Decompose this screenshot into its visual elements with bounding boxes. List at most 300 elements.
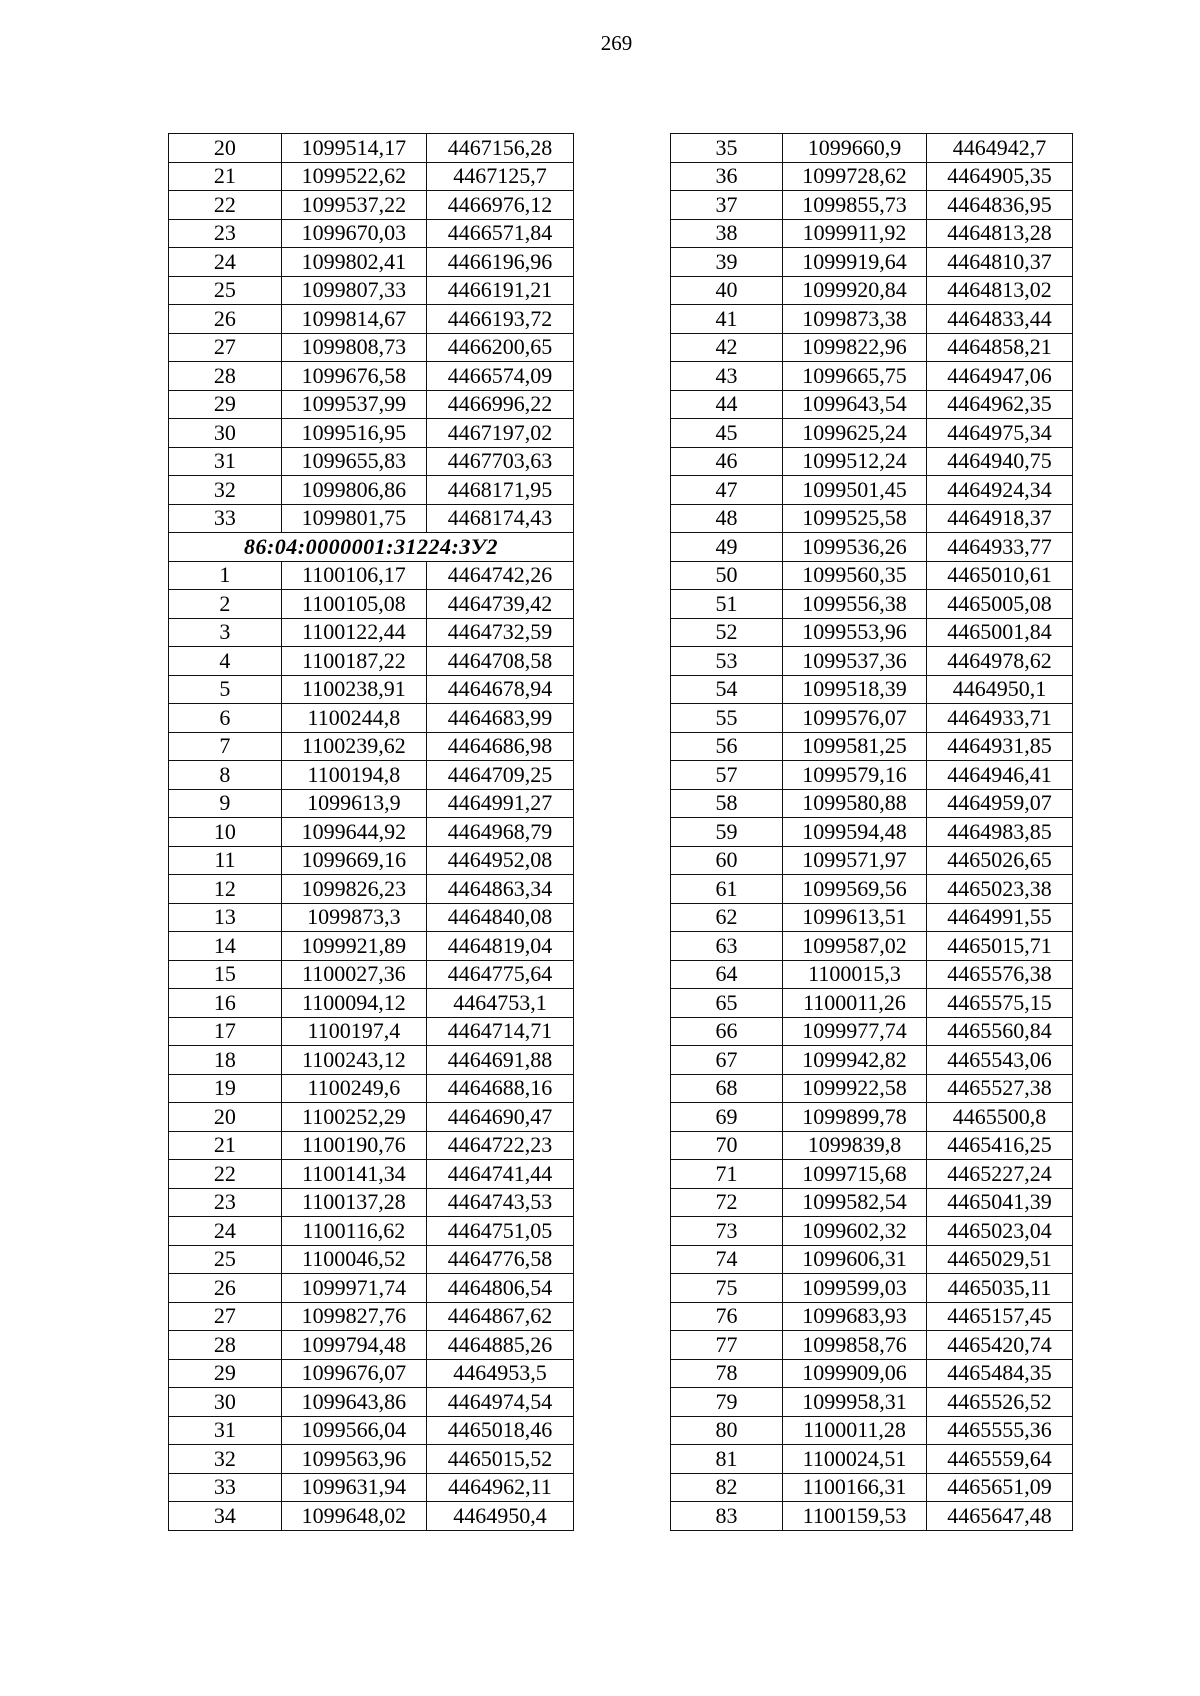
point-number-cell: 10 bbox=[169, 818, 282, 847]
y-coordinate-cell: 4464819,04 bbox=[426, 932, 573, 961]
point-number-cell: 59 bbox=[671, 818, 783, 847]
y-coordinate-cell: 4465500,8 bbox=[927, 1103, 1073, 1132]
table-row bbox=[169, 248, 574, 277]
y-coordinate-cell: 4465559,64 bbox=[927, 1445, 1073, 1474]
table-row bbox=[671, 1046, 1073, 1075]
table-row bbox=[169, 276, 574, 305]
x-coordinate-cell: 1099525,58 bbox=[783, 504, 927, 533]
point-number-cell: 51 bbox=[671, 590, 783, 619]
x-coordinate-cell: 1099858,76 bbox=[783, 1331, 927, 1360]
point-number-cell: 81 bbox=[671, 1445, 783, 1474]
y-coordinate-cell: 4464775,64 bbox=[426, 960, 573, 989]
point-number-cell: 25 bbox=[169, 1245, 282, 1274]
y-coordinate-cell: 4466193,72 bbox=[426, 305, 573, 334]
table-row bbox=[169, 561, 574, 590]
coordinates-table-right bbox=[670, 133, 1073, 1531]
x-coordinate-cell: 1099873,3 bbox=[281, 903, 426, 932]
y-coordinate-cell: 4464806,54 bbox=[426, 1274, 573, 1303]
point-number-cell: 61 bbox=[671, 875, 783, 904]
x-coordinate-cell: 1099808,73 bbox=[281, 333, 426, 362]
table-row bbox=[671, 732, 1073, 761]
table-row bbox=[671, 162, 1073, 191]
point-number-cell: 75 bbox=[671, 1274, 783, 1303]
point-number-cell: 3 bbox=[169, 618, 282, 647]
table-row bbox=[671, 647, 1073, 676]
x-coordinate-cell: 1099516,95 bbox=[281, 419, 426, 448]
table-row bbox=[169, 305, 574, 334]
point-number-cell: 28 bbox=[169, 362, 282, 391]
table-row bbox=[671, 1445, 1073, 1474]
y-coordinate-cell: 4464813,28 bbox=[927, 219, 1073, 248]
x-coordinate-cell: 1099536,26 bbox=[783, 533, 927, 562]
point-number-cell: 58 bbox=[671, 789, 783, 818]
point-number-cell: 52 bbox=[671, 618, 783, 647]
point-number-cell: 36 bbox=[671, 162, 783, 191]
table-row bbox=[169, 1473, 574, 1502]
table-row bbox=[671, 1188, 1073, 1217]
y-coordinate-cell: 4465416,25 bbox=[927, 1131, 1073, 1160]
y-coordinate-cell: 4465647,48 bbox=[927, 1502, 1073, 1531]
y-coordinate-cell: 4464708,58 bbox=[426, 647, 573, 676]
table-row bbox=[169, 618, 574, 647]
y-coordinate-cell: 4467125,7 bbox=[426, 162, 573, 191]
x-coordinate-cell: 1099512,24 bbox=[783, 447, 927, 476]
x-coordinate-cell: 1099553,96 bbox=[783, 618, 927, 647]
cadastral-section-header: 86:04:0000001:31224:ЗУ2 bbox=[169, 533, 574, 562]
x-coordinate-cell: 1099613,51 bbox=[783, 903, 927, 932]
x-coordinate-cell: 1099801,75 bbox=[281, 504, 426, 533]
x-coordinate-cell: 1099644,92 bbox=[281, 818, 426, 847]
x-coordinate-cell: 1100243,12 bbox=[281, 1046, 426, 1075]
x-coordinate-cell: 1100106,17 bbox=[281, 561, 426, 590]
table-row bbox=[671, 1074, 1073, 1103]
point-number-cell: 22 bbox=[169, 191, 282, 220]
x-coordinate-cell: 1099587,02 bbox=[783, 932, 927, 961]
y-coordinate-cell: 4465041,39 bbox=[927, 1188, 1073, 1217]
y-coordinate-cell: 4464840,08 bbox=[426, 903, 573, 932]
point-number-cell: 73 bbox=[671, 1217, 783, 1246]
x-coordinate-cell: 1099579,16 bbox=[783, 761, 927, 790]
table-row bbox=[671, 1017, 1073, 1046]
point-number-cell: 21 bbox=[169, 162, 282, 191]
point-number-cell: 29 bbox=[169, 1359, 282, 1388]
x-coordinate-cell: 1099676,58 bbox=[281, 362, 426, 391]
point-number-cell: 4 bbox=[169, 647, 282, 676]
table-row bbox=[671, 989, 1073, 1018]
point-number-cell: 66 bbox=[671, 1017, 783, 1046]
table-row bbox=[169, 590, 574, 619]
y-coordinate-cell: 4464751,05 bbox=[426, 1217, 573, 1246]
y-coordinate-cell: 4464931,85 bbox=[927, 732, 1073, 761]
point-number-cell: 57 bbox=[671, 761, 783, 790]
table-row bbox=[169, 875, 574, 904]
point-number-cell: 41 bbox=[671, 305, 783, 334]
y-coordinate-cell: 4464968,79 bbox=[426, 818, 573, 847]
y-coordinate-cell: 4464946,41 bbox=[927, 761, 1073, 790]
y-coordinate-cell: 4465023,38 bbox=[927, 875, 1073, 904]
table-row bbox=[671, 875, 1073, 904]
y-coordinate-cell: 4465026,65 bbox=[927, 846, 1073, 875]
x-coordinate-cell: 1100238,91 bbox=[281, 675, 426, 704]
table-row bbox=[671, 846, 1073, 875]
y-coordinate-cell: 4464952,08 bbox=[426, 846, 573, 875]
table-row bbox=[671, 219, 1073, 248]
y-coordinate-cell: 4465526,52 bbox=[927, 1388, 1073, 1417]
table-row bbox=[671, 1331, 1073, 1360]
table-row bbox=[671, 561, 1073, 590]
x-coordinate-cell: 1099669,16 bbox=[281, 846, 426, 875]
y-coordinate-cell: 4465560,84 bbox=[927, 1017, 1073, 1046]
x-coordinate-cell: 1099655,83 bbox=[281, 447, 426, 476]
y-coordinate-cell: 4464940,75 bbox=[927, 447, 1073, 476]
y-coordinate-cell: 4464776,58 bbox=[426, 1245, 573, 1274]
y-coordinate-cell: 4464863,34 bbox=[426, 875, 573, 904]
y-coordinate-cell: 4465575,15 bbox=[927, 989, 1073, 1018]
x-coordinate-cell: 1099537,22 bbox=[281, 191, 426, 220]
y-coordinate-cell: 4465015,52 bbox=[426, 1445, 573, 1474]
x-coordinate-cell: 1099660,9 bbox=[783, 134, 927, 163]
point-number-cell: 20 bbox=[169, 1103, 282, 1132]
table-row bbox=[169, 162, 574, 191]
table-row bbox=[169, 704, 574, 733]
y-coordinate-cell: 4465420,74 bbox=[927, 1331, 1073, 1360]
x-coordinate-cell: 1099794,48 bbox=[281, 1331, 426, 1360]
table-row bbox=[169, 134, 574, 163]
table-row bbox=[671, 134, 1073, 163]
point-number-cell: 22 bbox=[169, 1160, 282, 1189]
point-number-cell: 5 bbox=[169, 675, 282, 704]
y-coordinate-cell: 4464688,16 bbox=[426, 1074, 573, 1103]
x-coordinate-cell: 1099670,03 bbox=[281, 219, 426, 248]
point-number-cell: 21 bbox=[169, 1131, 282, 1160]
point-number-cell: 74 bbox=[671, 1245, 783, 1274]
table-row bbox=[169, 390, 574, 419]
y-coordinate-cell: 4464810,37 bbox=[927, 248, 1073, 277]
x-coordinate-cell: 1099683,93 bbox=[783, 1302, 927, 1331]
x-coordinate-cell: 1099899,78 bbox=[783, 1103, 927, 1132]
table-row bbox=[169, 1074, 574, 1103]
x-coordinate-cell: 1099560,35 bbox=[783, 561, 927, 590]
point-number-cell: 47 bbox=[671, 476, 783, 505]
y-coordinate-cell: 4464975,34 bbox=[927, 419, 1073, 448]
y-coordinate-cell: 4465157,45 bbox=[927, 1302, 1073, 1331]
x-coordinate-cell: 1099594,48 bbox=[783, 818, 927, 847]
y-coordinate-cell: 4464743,53 bbox=[426, 1188, 573, 1217]
point-number-cell: 29 bbox=[169, 390, 282, 419]
point-number-cell: 69 bbox=[671, 1103, 783, 1132]
y-coordinate-cell: 4464991,27 bbox=[426, 789, 573, 818]
x-coordinate-cell: 1099807,33 bbox=[281, 276, 426, 305]
x-coordinate-cell: 1100252,29 bbox=[281, 1103, 426, 1132]
coordinates-table-left bbox=[168, 133, 574, 1531]
point-number-cell: 9 bbox=[169, 789, 282, 818]
table-row bbox=[671, 903, 1073, 932]
point-number-cell: 31 bbox=[169, 1416, 282, 1445]
table-row bbox=[169, 1103, 574, 1132]
table-row bbox=[169, 1445, 574, 1474]
table-row bbox=[671, 1131, 1073, 1160]
x-coordinate-cell: 1099537,36 bbox=[783, 647, 927, 676]
table-row bbox=[671, 390, 1073, 419]
x-coordinate-cell: 1099518,39 bbox=[783, 675, 927, 704]
y-coordinate-cell: 4464924,34 bbox=[927, 476, 1073, 505]
point-number-cell: 8 bbox=[169, 761, 282, 790]
point-number-cell: 19 bbox=[169, 1074, 282, 1103]
table-row bbox=[169, 1017, 574, 1046]
point-number-cell: 26 bbox=[169, 305, 282, 334]
point-number-cell: 67 bbox=[671, 1046, 783, 1075]
point-number-cell: 30 bbox=[169, 1388, 282, 1417]
y-coordinate-cell: 4465576,38 bbox=[927, 960, 1073, 989]
y-coordinate-cell: 4464950,1 bbox=[927, 675, 1073, 704]
point-number-cell: 12 bbox=[169, 875, 282, 904]
point-number-cell: 45 bbox=[671, 419, 783, 448]
x-coordinate-cell: 1100244,8 bbox=[281, 704, 426, 733]
y-coordinate-cell: 4464991,55 bbox=[927, 903, 1073, 932]
table-row bbox=[169, 419, 574, 448]
x-coordinate-cell: 1099826,23 bbox=[281, 875, 426, 904]
y-coordinate-cell: 4466574,09 bbox=[426, 362, 573, 391]
y-coordinate-cell: 4464742,26 bbox=[426, 561, 573, 590]
table-row bbox=[169, 903, 574, 932]
y-coordinate-cell: 4466996,22 bbox=[426, 390, 573, 419]
point-number-cell: 24 bbox=[169, 248, 282, 277]
x-coordinate-cell: 1099827,76 bbox=[281, 1302, 426, 1331]
x-coordinate-cell: 1099522,62 bbox=[281, 162, 426, 191]
y-coordinate-cell: 4464709,25 bbox=[426, 761, 573, 790]
y-coordinate-cell: 4464905,35 bbox=[927, 162, 1073, 191]
y-coordinate-cell: 4464813,02 bbox=[927, 276, 1073, 305]
y-coordinate-cell: 4464739,42 bbox=[426, 590, 573, 619]
point-number-cell: 63 bbox=[671, 932, 783, 961]
x-coordinate-cell: 1100194,8 bbox=[281, 761, 426, 790]
x-coordinate-cell: 1100046,52 bbox=[281, 1245, 426, 1274]
table-row bbox=[169, 1388, 574, 1417]
point-number-cell: 2 bbox=[169, 590, 282, 619]
table-row bbox=[671, 191, 1073, 220]
point-number-cell: 72 bbox=[671, 1188, 783, 1217]
table-row bbox=[169, 932, 574, 961]
point-number-cell: 14 bbox=[169, 932, 282, 961]
table-row bbox=[169, 647, 574, 676]
x-coordinate-cell: 1100094,12 bbox=[281, 989, 426, 1018]
x-coordinate-cell: 1100159,53 bbox=[783, 1502, 927, 1531]
table-row bbox=[671, 590, 1073, 619]
y-coordinate-cell: 4466976,12 bbox=[426, 191, 573, 220]
y-coordinate-cell: 4464741,44 bbox=[426, 1160, 573, 1189]
y-coordinate-cell: 4464947,06 bbox=[927, 362, 1073, 391]
table-row bbox=[671, 818, 1073, 847]
point-number-cell: 24 bbox=[169, 1217, 282, 1246]
point-number-cell: 37 bbox=[671, 191, 783, 220]
table-row bbox=[169, 1245, 574, 1274]
table-row bbox=[169, 1502, 574, 1531]
table-row bbox=[671, 248, 1073, 277]
y-coordinate-cell: 4464722,23 bbox=[426, 1131, 573, 1160]
y-coordinate-cell: 4464933,77 bbox=[927, 533, 1073, 562]
point-number-cell: 65 bbox=[671, 989, 783, 1018]
table-row bbox=[169, 191, 574, 220]
x-coordinate-cell: 1100105,08 bbox=[281, 590, 426, 619]
x-coordinate-cell: 1100187,22 bbox=[281, 647, 426, 676]
table-row bbox=[169, 476, 574, 505]
point-number-cell: 80 bbox=[671, 1416, 783, 1445]
table-row bbox=[169, 789, 574, 818]
table-row bbox=[671, 362, 1073, 391]
point-number-cell: 6 bbox=[169, 704, 282, 733]
x-coordinate-cell: 1099643,86 bbox=[281, 1388, 426, 1417]
x-coordinate-cell: 1099839,8 bbox=[783, 1131, 927, 1160]
y-coordinate-cell: 4464732,59 bbox=[426, 618, 573, 647]
x-coordinate-cell: 1099613,9 bbox=[281, 789, 426, 818]
table-row bbox=[169, 1160, 574, 1189]
y-coordinate-cell: 4466200,65 bbox=[426, 333, 573, 362]
y-coordinate-cell: 4464858,21 bbox=[927, 333, 1073, 362]
x-coordinate-cell: 1099581,25 bbox=[783, 732, 927, 761]
table-left-body bbox=[169, 134, 574, 1531]
x-coordinate-cell: 1100249,6 bbox=[281, 1074, 426, 1103]
x-coordinate-cell: 1099580,88 bbox=[783, 789, 927, 818]
table-row bbox=[671, 476, 1073, 505]
point-number-cell: 82 bbox=[671, 1473, 783, 1502]
point-number-cell: 83 bbox=[671, 1502, 783, 1531]
point-number-cell: 30 bbox=[169, 419, 282, 448]
y-coordinate-cell: 4464833,44 bbox=[927, 305, 1073, 334]
point-number-cell: 1 bbox=[169, 561, 282, 590]
x-coordinate-cell: 1099606,31 bbox=[783, 1245, 927, 1274]
x-coordinate-cell: 1099814,67 bbox=[281, 305, 426, 334]
table-row bbox=[169, 447, 574, 476]
table-row bbox=[671, 305, 1073, 334]
table-row bbox=[671, 504, 1073, 533]
y-coordinate-cell: 4464962,35 bbox=[927, 390, 1073, 419]
table-row bbox=[671, 761, 1073, 790]
section-header-row bbox=[169, 533, 574, 562]
table-row bbox=[671, 1103, 1073, 1132]
y-coordinate-cell: 4464962,11 bbox=[426, 1473, 573, 1502]
x-coordinate-cell: 1099625,24 bbox=[783, 419, 927, 448]
x-coordinate-cell: 1099566,04 bbox=[281, 1416, 426, 1445]
x-coordinate-cell: 1099715,68 bbox=[783, 1160, 927, 1189]
x-coordinate-cell: 1099514,17 bbox=[281, 134, 426, 163]
table-row bbox=[169, 818, 574, 847]
table-row bbox=[169, 504, 574, 533]
point-number-cell: 11 bbox=[169, 846, 282, 875]
table-row bbox=[169, 333, 574, 362]
y-coordinate-cell: 4464714,71 bbox=[426, 1017, 573, 1046]
y-coordinate-cell: 4464953,5 bbox=[426, 1359, 573, 1388]
y-coordinate-cell: 4467703,63 bbox=[426, 447, 573, 476]
point-number-cell: 34 bbox=[169, 1502, 282, 1531]
y-coordinate-cell: 4464690,47 bbox=[426, 1103, 573, 1132]
x-coordinate-cell: 1099569,56 bbox=[783, 875, 927, 904]
table-row bbox=[169, 1131, 574, 1160]
table-row bbox=[671, 533, 1073, 562]
x-coordinate-cell: 1099582,54 bbox=[783, 1188, 927, 1217]
y-coordinate-cell: 4464678,94 bbox=[426, 675, 573, 704]
table-row bbox=[169, 761, 574, 790]
table-row bbox=[169, 219, 574, 248]
table-row bbox=[671, 419, 1073, 448]
point-number-cell: 71 bbox=[671, 1160, 783, 1189]
point-number-cell: 35 bbox=[671, 134, 783, 163]
point-number-cell: 70 bbox=[671, 1131, 783, 1160]
x-coordinate-cell: 1099971,74 bbox=[281, 1274, 426, 1303]
table-row bbox=[671, 960, 1073, 989]
point-number-cell: 32 bbox=[169, 476, 282, 505]
point-number-cell: 31 bbox=[169, 447, 282, 476]
table-row bbox=[169, 1416, 574, 1445]
point-number-cell: 42 bbox=[671, 333, 783, 362]
y-coordinate-cell: 4464691,88 bbox=[426, 1046, 573, 1075]
x-coordinate-cell: 1100166,31 bbox=[783, 1473, 927, 1502]
x-coordinate-cell: 1099676,07 bbox=[281, 1359, 426, 1388]
point-number-cell: 78 bbox=[671, 1359, 783, 1388]
x-coordinate-cell: 1099665,75 bbox=[783, 362, 927, 391]
y-coordinate-cell: 4465023,04 bbox=[927, 1217, 1073, 1246]
y-coordinate-cell: 4465555,36 bbox=[927, 1416, 1073, 1445]
y-coordinate-cell: 4465527,38 bbox=[927, 1074, 1073, 1103]
table-row bbox=[169, 1046, 574, 1075]
y-coordinate-cell: 4464950,4 bbox=[426, 1502, 573, 1531]
point-number-cell: 27 bbox=[169, 1302, 282, 1331]
point-number-cell: 23 bbox=[169, 219, 282, 248]
table-row bbox=[671, 1217, 1073, 1246]
table-row bbox=[169, 732, 574, 761]
point-number-cell: 64 bbox=[671, 960, 783, 989]
x-coordinate-cell: 1100011,26 bbox=[783, 989, 927, 1018]
point-number-cell: 20 bbox=[169, 134, 282, 163]
x-coordinate-cell: 1099563,96 bbox=[281, 1445, 426, 1474]
y-coordinate-cell: 4465035,11 bbox=[927, 1274, 1073, 1303]
x-coordinate-cell: 1100024,51 bbox=[783, 1445, 927, 1474]
y-coordinate-cell: 4465015,71 bbox=[927, 932, 1073, 961]
x-coordinate-cell: 1100197,4 bbox=[281, 1017, 426, 1046]
x-coordinate-cell: 1099556,38 bbox=[783, 590, 927, 619]
x-coordinate-cell: 1100116,62 bbox=[281, 1217, 426, 1246]
x-coordinate-cell: 1099958,31 bbox=[783, 1388, 927, 1417]
x-coordinate-cell: 1099911,92 bbox=[783, 219, 927, 248]
table-row bbox=[169, 675, 574, 704]
table-row bbox=[169, 1188, 574, 1217]
x-coordinate-cell: 1099942,82 bbox=[783, 1046, 927, 1075]
table-row bbox=[671, 704, 1073, 733]
point-number-cell: 76 bbox=[671, 1302, 783, 1331]
y-coordinate-cell: 4464867,62 bbox=[426, 1302, 573, 1331]
point-number-cell: 16 bbox=[169, 989, 282, 1018]
x-coordinate-cell: 1100011,28 bbox=[783, 1416, 927, 1445]
x-coordinate-cell: 1099977,74 bbox=[783, 1017, 927, 1046]
y-coordinate-cell: 4465018,46 bbox=[426, 1416, 573, 1445]
table-row bbox=[671, 447, 1073, 476]
x-coordinate-cell: 1100141,34 bbox=[281, 1160, 426, 1189]
table-row bbox=[671, 333, 1073, 362]
y-coordinate-cell: 4468174,43 bbox=[426, 504, 573, 533]
y-coordinate-cell: 4465010,61 bbox=[927, 561, 1073, 590]
x-coordinate-cell: 1099909,06 bbox=[783, 1359, 927, 1388]
table-row bbox=[169, 1359, 574, 1388]
x-coordinate-cell: 1099919,64 bbox=[783, 248, 927, 277]
point-number-cell: 77 bbox=[671, 1331, 783, 1360]
table-row bbox=[169, 960, 574, 989]
table-row bbox=[671, 789, 1073, 818]
x-coordinate-cell: 1100027,36 bbox=[281, 960, 426, 989]
y-coordinate-cell: 4466571,84 bbox=[426, 219, 573, 248]
x-coordinate-cell: 1100239,62 bbox=[281, 732, 426, 761]
table-row bbox=[169, 989, 574, 1018]
table-row bbox=[671, 1302, 1073, 1331]
x-coordinate-cell: 1099648,02 bbox=[281, 1502, 426, 1531]
